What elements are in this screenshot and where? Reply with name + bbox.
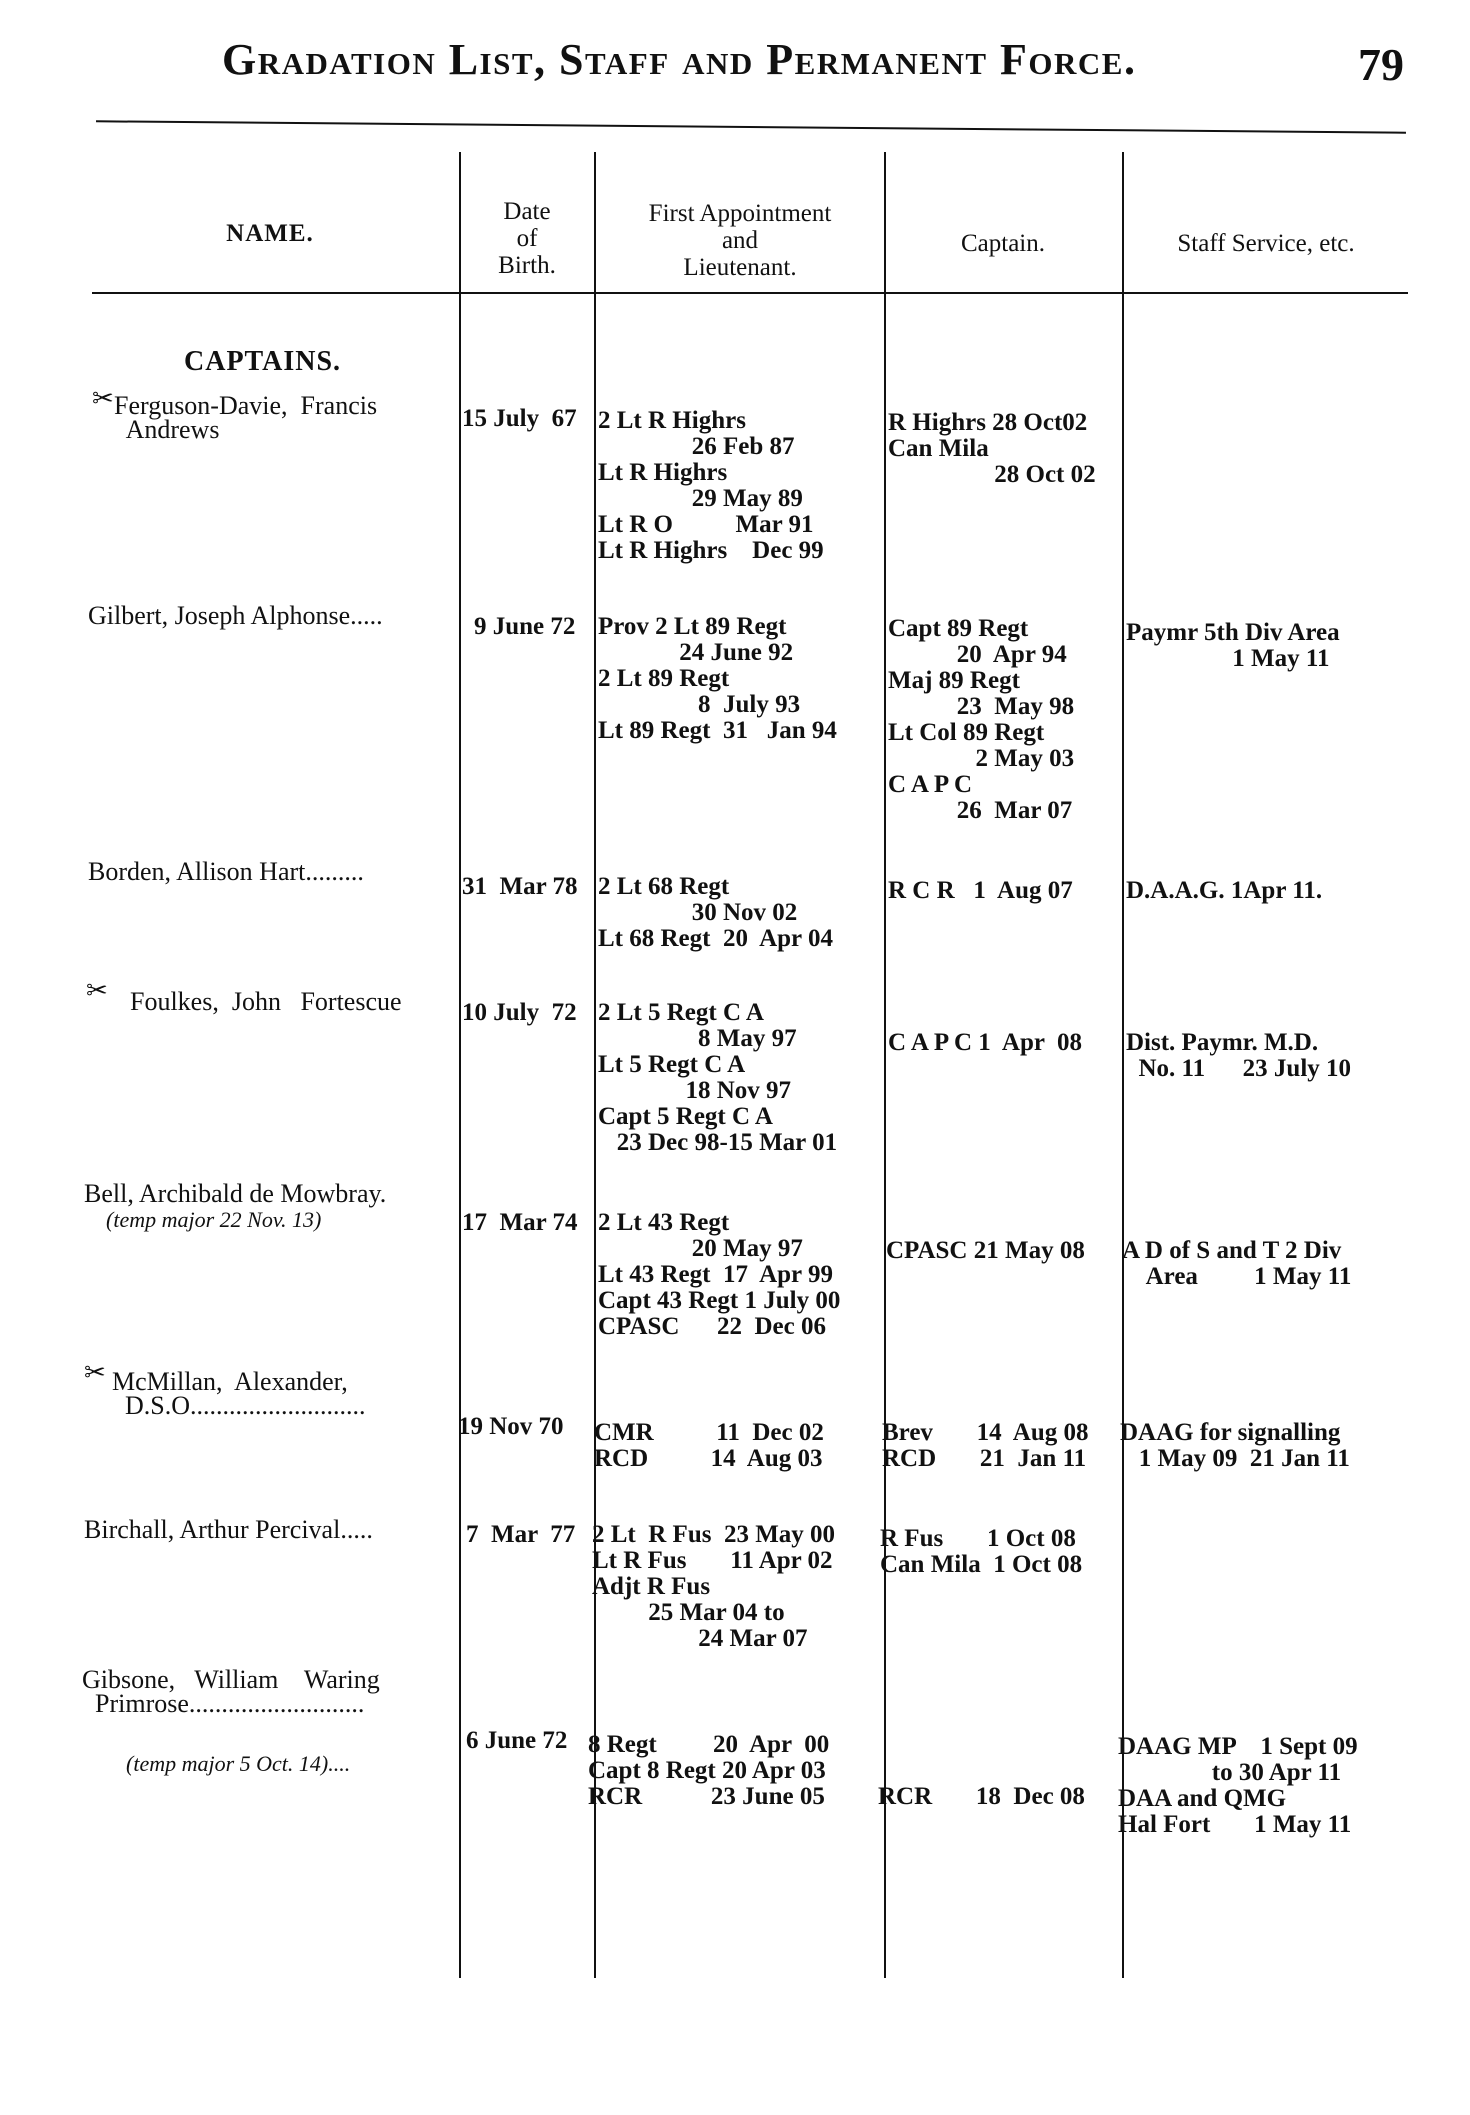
row-name: Gilbert, Joseph Alphonse.....: [88, 601, 383, 630]
section-heading-captains: CAPTAINS.: [184, 346, 342, 377]
row-name: Gibsone, William Waring Primrose...........................: [82, 1665, 380, 1718]
column-header-birth: Date of Birth.: [498, 198, 556, 279]
row-staff-service: A D of S and T 2 Div Area 1 May 11: [1122, 1237, 1352, 1290]
row-first-appointment: 2 Lt 43 Regt 20 May 97 Lt 43 Regt 17 Apr 99 Capt 43 Regt 1 July 00 CPASC 22 Dec 06: [598, 1209, 841, 1340]
scissors-icon: ✂: [86, 976, 108, 1005]
column-header-captain: Captain.: [960, 230, 1045, 257]
row-captain: R Highrs 28 Oct02 Can Mila 28 Oct 02: [888, 409, 1096, 488]
row-birth: 15 July 67: [462, 405, 577, 432]
row-birth: 7 Mar 77: [466, 1521, 576, 1548]
row-birth: 31 Mar 78: [462, 873, 578, 900]
row-first-appointment: CMR 11 Dec 02 RCD 14 Aug 03: [594, 1419, 824, 1472]
row-birth: 17 Mar 74: [462, 1209, 578, 1236]
column-divider-3: [884, 152, 886, 1978]
page-title: Gradation List, Staff and Permanent Force.: [222, 35, 1137, 84]
row-first-appointment: 2 Lt 5 Regt C A 8 May 97 Lt 5 Regt C A 18 Nov 97 Capt 5 Regt C A 23 Dec 98-15 Mar 01: [598, 999, 838, 1156]
column-divider-1: [459, 152, 461, 1978]
row-captain: R Fus 1 Oct 08 Can Mila 1 Oct 08: [880, 1525, 1083, 1578]
row-captain: Brev 14 Aug 08 RCD 21 Jan 11: [882, 1419, 1089, 1472]
row-staff-service: DAAG MP 1 Sept 09 to 30 Apr 11 DAA and QMG Hal Fort 1 May 11: [1118, 1733, 1358, 1838]
row-captain: Capt 89 Regt 20 Apr 94 Maj 89 Regt 23 May 98 Lt Col 89 Regt 2 May 03 C A P C 26 Mar 07: [888, 615, 1075, 824]
row-name: Birchall, Arthur Percival.....: [84, 1515, 373, 1544]
row-staff-service: DAAG for signalling 1 May 09 21 Jan 11: [1120, 1419, 1350, 1472]
column-header-staff-service: Staff Service, etc.: [1177, 230, 1355, 257]
row-first-appointment: 8 Regt 20 Apr 00 Capt 8 Regt 20 Apr 03 RCR 23 June 05: [588, 1731, 830, 1810]
row-staff-service: D.A.A.G. 1Apr 11.: [1126, 877, 1323, 904]
row-captain: CPASC 21 May 08: [886, 1237, 1085, 1264]
row-name: Bell, Archibald de Mowbray.: [84, 1179, 387, 1208]
column-header-first-appointment: First Appointment and Lieutenant.: [648, 200, 832, 281]
scissors-icon: ✂: [84, 1358, 106, 1387]
row-birth: 9 June 72: [474, 613, 576, 640]
header-bottom-rule: [92, 292, 1408, 294]
row-staff-service: Dist. Paymr. M.D. No. 11 23 July 10: [1126, 1029, 1352, 1082]
row-captain: RCR 18 Dec 08: [878, 1783, 1085, 1810]
row-name: McMillan, Alexander, D.S.O...........................: [112, 1367, 366, 1420]
row-name-note: (temp major 5 Oct. 14)....: [126, 1751, 351, 1776]
row-name-note: (temp major 22 Nov. 13): [106, 1207, 322, 1232]
row-birth: 6 June 72: [466, 1727, 568, 1754]
row-name: Foulkes, John Fortescue: [130, 987, 402, 1016]
scissors-icon: ✂: [92, 384, 114, 413]
row-first-appointment: 2 Lt R Highrs 26 Feb 87 Lt R Highrs 29 May 89 Lt R O Mar 91 Lt R Highrs Dec 99: [598, 407, 824, 564]
row-name: Ferguson-Davie, Francis Andrews: [114, 391, 378, 444]
row-staff-service: Paymr 5th Div Area 1 May 11: [1126, 619, 1340, 672]
row-name: Borden, Allison Hart.........: [88, 857, 364, 886]
row-first-appointment: 2 Lt R Fus 23 May 00 Lt R Fus 11 Apr 02 Adjt R Fus 25 Mar 04 to 24 Mar 07: [592, 1521, 836, 1652]
row-first-appointment: 2 Lt 68 Regt 30 Nov 02 Lt 68 Regt 20 Apr 04: [598, 873, 833, 952]
top-rule: [96, 120, 1406, 133]
row-captain: C A P C 1 Apr 08: [888, 1029, 1083, 1056]
column-divider-2: [594, 152, 596, 1978]
column-header-name: NAME.: [226, 220, 314, 247]
row-captain: R C R 1 Aug 07: [888, 877, 1073, 904]
column-divider-4: [1122, 152, 1124, 1978]
row-birth: 10 July 72: [462, 999, 577, 1026]
page-number: 79: [1358, 39, 1404, 90]
row-birth: 19 Nov 70: [458, 1413, 564, 1440]
row-first-appointment: Prov 2 Lt 89 Regt 24 June 92 2 Lt 89 Regt 8 July 93 Lt 89 Regt 31 Jan 94: [598, 613, 837, 744]
